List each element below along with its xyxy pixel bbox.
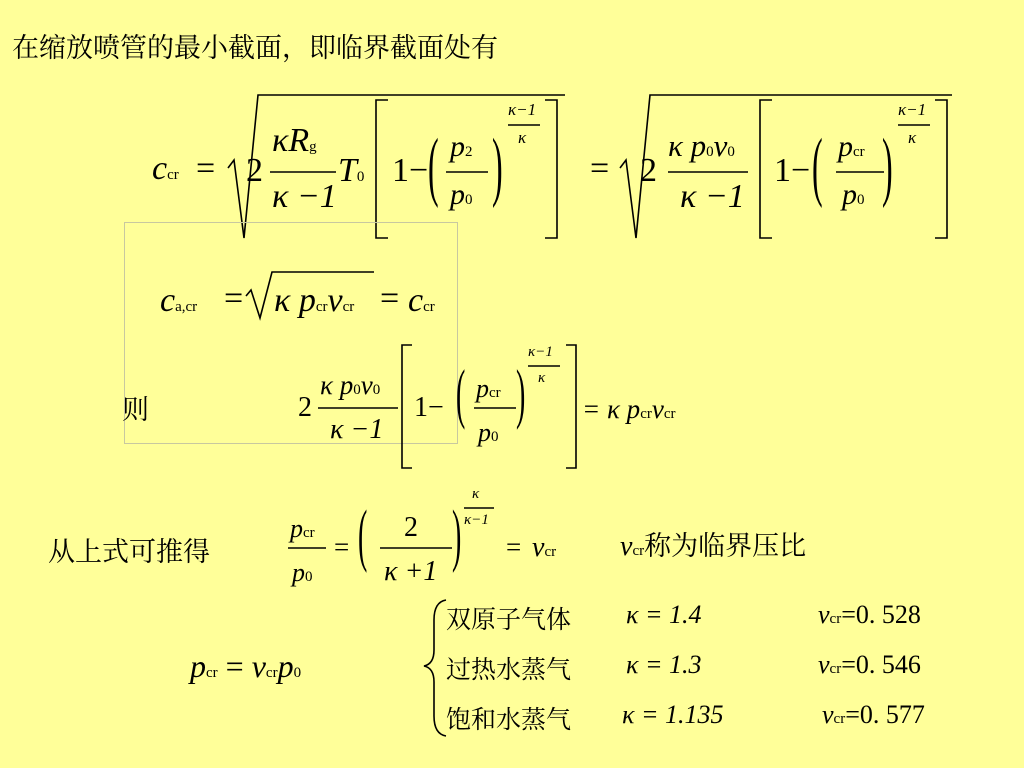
eq4-rhs: νcr	[532, 532, 557, 563]
eq1b-frac-den: p0	[842, 178, 865, 211]
eq1-equals: =	[196, 150, 216, 187]
eq1-one-minus: 1−	[392, 152, 429, 189]
eq1b-exp-den: κ	[908, 128, 917, 147]
eq3-numerator: κ p0v0	[320, 370, 381, 400]
eq4-frac-den: κ +1	[384, 556, 438, 587]
eq2-lhs: ca,cr	[160, 282, 198, 319]
eq2-radicand: κ pcrvcr	[274, 282, 355, 319]
eq3-denominator: κ −1	[330, 414, 384, 445]
eq1b-exp-num: κ−1	[898, 100, 927, 119]
eq1b-frac-num: pcr	[838, 130, 865, 163]
eq1-exp-num: κ−1	[508, 100, 537, 119]
eq3-rparen: )	[516, 358, 526, 433]
eq1-rparen: )	[492, 122, 503, 209]
eq4-frac-num: 2	[404, 512, 418, 543]
eq3-lparen: (	[456, 358, 466, 433]
eq2-rhs: ccr	[408, 282, 435, 319]
eq4-label: 从上式可推得	[48, 537, 210, 568]
eq2-equals-2: =	[380, 280, 400, 317]
eq1b-rparen: )	[882, 122, 893, 209]
case-row: 过热水蒸气 κ = 1.3 νcr=0. 546	[446, 650, 921, 684]
critical-ratio-note: νcr称为临界压比	[620, 531, 807, 562]
eq1-coef: 2	[246, 152, 263, 189]
eq1b-one-minus: 1−	[774, 152, 811, 189]
eq3-exp-den: κ	[538, 370, 546, 386]
eq4-rparen: )	[452, 498, 462, 576]
eq4-exp-den: κ−1	[464, 512, 489, 528]
eq2-equals: =	[224, 280, 244, 317]
eq1-frac-den: p0	[450, 178, 473, 211]
eq4-equals: =	[334, 532, 350, 562]
eq3-exp-num: κ−1	[528, 344, 553, 360]
eq1b-lparen: (	[812, 122, 823, 209]
eq1-numerator: κRg	[272, 122, 317, 159]
eq1-lparen: (	[428, 122, 439, 209]
eq4-lhs-den: p0	[292, 558, 313, 587]
case-row: 饱和水蒸气 κ = 1.135 νcr=0. 577	[446, 700, 925, 734]
eq3-rhs: = κ pcrvcr	[582, 394, 676, 424]
eq3-frac-num: pcr	[476, 374, 501, 403]
eq4-lparen: (	[358, 498, 368, 576]
eq1b-equals: =	[590, 150, 610, 187]
eq1-lhs: ccr	[152, 150, 179, 187]
eq1-frac-num: p2	[450, 130, 473, 163]
eq1-exp-den: κ	[518, 128, 527, 147]
eq1-denominator: κ −1	[272, 178, 337, 215]
eq3-one-minus: 1−	[414, 392, 444, 423]
eq4-exp-num: κ	[472, 486, 480, 502]
eq1b-coef: 2	[640, 152, 657, 189]
eq4-rhs-equals: =	[506, 532, 522, 562]
eq3-coef: 2	[298, 392, 312, 423]
eq1b-denominator: κ −1	[680, 178, 745, 215]
eq3-label: 则	[122, 395, 149, 426]
eq3-frac-den: p0	[478, 418, 499, 447]
eq1b-numerator: κ p0v0	[668, 128, 735, 163]
eq1-temperature: T0	[338, 152, 365, 189]
case-row: 双原子气体 κ = 1.4 νcr=0. 528	[446, 600, 921, 634]
intro-text: 在缩放喷管的最小截面，即临界截面处有	[12, 33, 498, 64]
eq5-critical-pressure: pcr = νcrp0	[190, 648, 302, 684]
eq4-lhs-num: pcr	[290, 514, 315, 543]
